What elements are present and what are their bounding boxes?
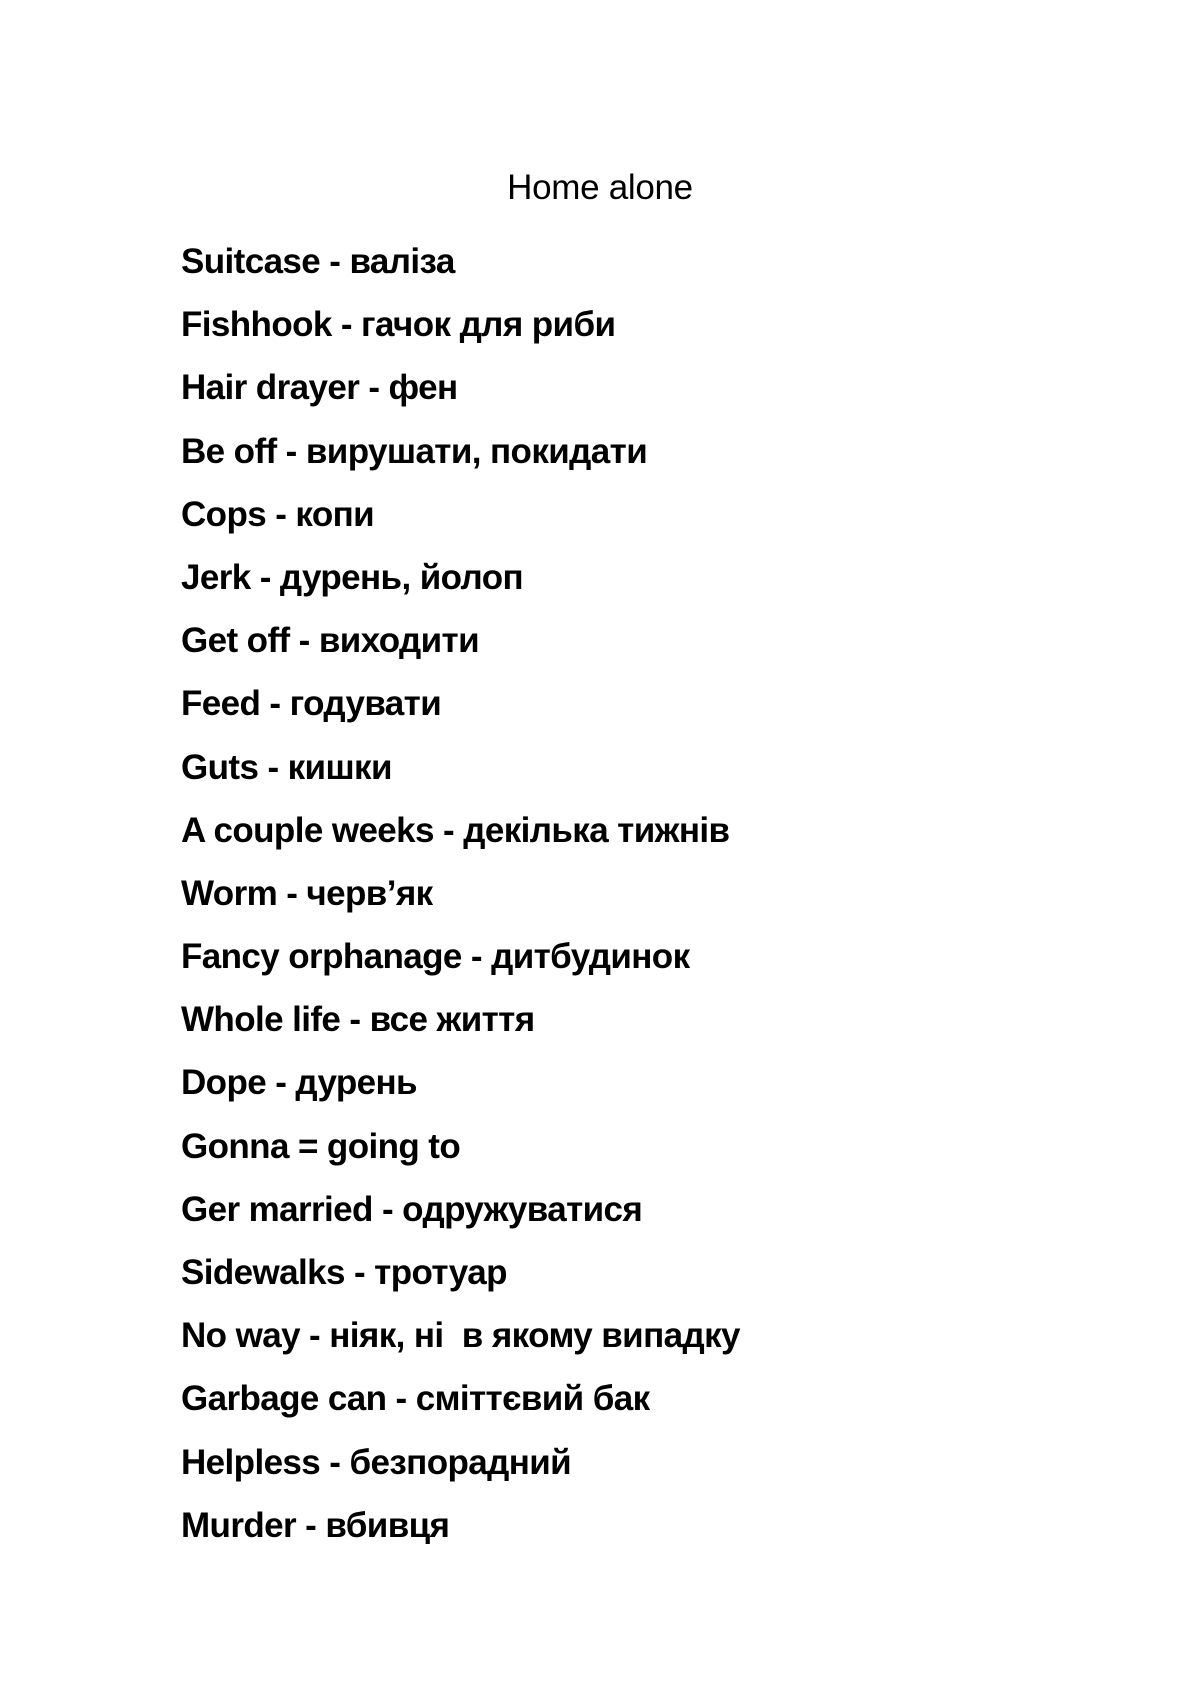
vocabulary-line: Whole life - все життя: [181, 1000, 535, 1040]
vocabulary-line: Feed - годувати: [181, 684, 442, 724]
vocabulary-line: Sidewalks - тротуар: [181, 1253, 507, 1292]
vocabulary-line: Garbage can - сміттєвий бак: [181, 1379, 650, 1419]
vocabulary-line: Fishhook - гачок для риби: [181, 305, 616, 345]
vocabulary-line: Worm - черв’як: [181, 873, 433, 913]
vocabulary-line: Hair drayer - фен: [181, 368, 458, 408]
document-title: Home alone: [507, 168, 693, 207]
vocabulary-line: No way - ніяк, ні в якому випадку: [181, 1316, 740, 1356]
vocabulary-line: Guts - кишки: [181, 747, 392, 787]
vocabulary-line: Get off - виходити: [181, 621, 479, 661]
vocabulary-line: Cops - копи: [181, 494, 375, 534]
vocabulary-line: A couple weeks - декілька тижнів: [181, 810, 730, 850]
vocabulary-line: Be off - вирушати, покидати: [181, 431, 648, 471]
vocabulary-line: Fancy orphanage - дитбудинок: [181, 937, 690, 977]
vocabulary-line: Gonna = going to: [181, 1126, 461, 1166]
vocabulary-line: Ger married - одружуватися: [181, 1189, 643, 1229]
vocabulary-line: Murder - вбивця: [181, 1505, 450, 1545]
vocabulary-line: Jerk - дурень, йолоп: [181, 557, 524, 597]
vocabulary-line: Helpless - безпорадний: [181, 1442, 572, 1482]
vocabulary-list: [181, 230, 740, 1557]
vocabulary-line: Dope - дурень: [181, 1063, 417, 1103]
vocabulary-line: Suitcase - валіза: [181, 242, 455, 281]
